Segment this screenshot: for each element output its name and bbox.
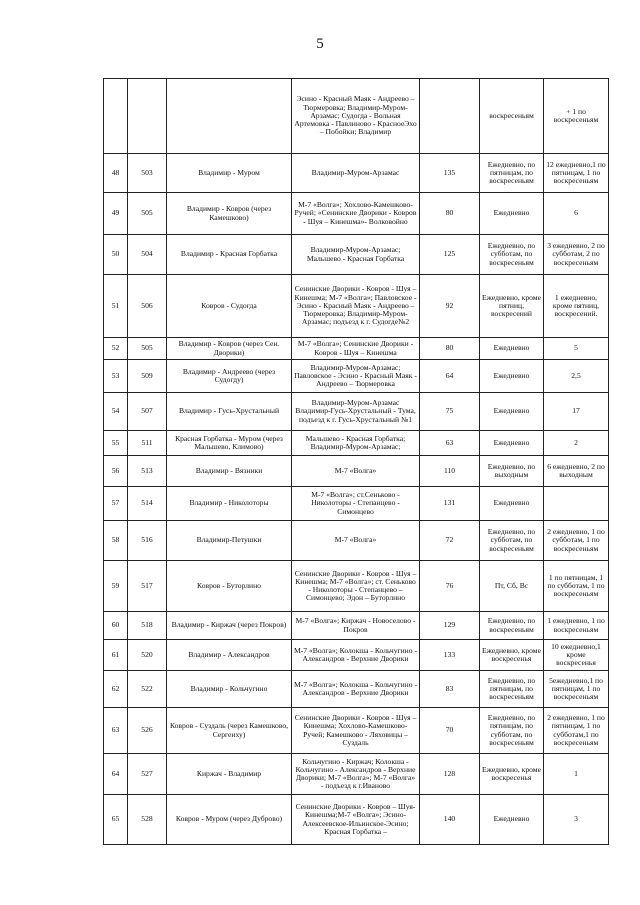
schedule-days-cell: Ежедневно [480,360,544,393]
trips-count-cell: 6 [544,193,609,235]
route-path-cell: М-7 «Волга»; Сенинские Дворики - Ковров - Шуя – Кинешма [292,338,420,360]
route-length-cell: 70 [420,708,480,754]
table-row [104,338,609,360]
route-number-cell: 503 [128,154,167,193]
table-row [104,235,609,275]
route-number-cell: 522 [128,671,167,708]
routes-table-body [104,79,609,845]
trips-count-cell: 2 [544,431,609,456]
trips-count-cell: 2,5 [544,360,609,393]
table-row [104,795,609,845]
route-name-cell: Владимир - Андреево (через Судогду) [167,360,292,393]
route-path-cell: Сенинские Дворики - Ковров – Шуя-Кинешма;М-7 «Волга»; Эсино-Алексеевское-Ильинское-Эсино; Красная Горбатка – [292,795,420,845]
row-number-cell: 64 [104,754,128,795]
route-path-cell: Владимир-Муром-Арзамас; Павловское - Эсино - Красный Маяк - Андреево – Тюрмеровка [292,360,420,393]
route-name-cell: Ковров - Буторлино [167,561,292,612]
route-length-cell: 92 [420,275,480,338]
route-path-cell: Владимир-Муром-Арзамас; Мальшево - Красная Горбатка [292,235,420,275]
table-row [104,754,609,795]
route-name-cell [167,79,292,154]
route-length-cell: 140 [420,795,480,845]
route-path-cell: Кольчугино - Киржач; Колокша - Кольчугино - Александров - Верхние Дворики; М-7 «Волга»; М-7 «Волга» - подъезд к г.Иваново [292,754,420,795]
route-length-cell [420,79,480,154]
trips-count-cell: 3 [544,795,609,845]
table-row [104,393,609,431]
route-length-cell: 64 [420,360,480,393]
row-number-cell: 58 [104,521,128,561]
trips-count-cell: 5 [544,338,609,360]
route-path-cell: Сенинские Дворики - Ковров - Шуя – Кинешма; М-7 «Волга»; ст. Сеньково - Николоторы - Степанцево –Симонцево; Эдон – Буторлино [292,561,420,612]
route-number-cell: 526 [128,708,167,754]
route-path-cell: М-7 «Волга»; Колокша - Кольчугино - Александров - Верхние Дворики [292,671,420,708]
route-name-cell: Ковров - Судогда [167,275,292,338]
trips-count-cell: 1 по пятницам, 1 по субботам, 1 по воскресеньям [544,561,609,612]
table-row [104,193,609,235]
row-number-cell: 61 [104,640,128,671]
route-path-cell: Сенинские Дворики - Ковров - Шуя – Кинешма; М-7 «Волга»; Павловское - Эсино - Красный Маяк - Андреево – Тюрмеровка; Владимир-Муром-Арзамас; подъезд к г. Судогде№2 [292,275,420,338]
table-row [104,154,609,193]
route-path-cell: М-7 «Волга»; Колокша - Кольчугино - Александров - Верхние Дворики [292,640,420,671]
schedule-days-cell: Ежедневно, по воскресеньям [480,612,544,640]
trips-count-cell: 2 ежедневно, 1 по пятницам, 1 по субботам,1 по воскресеньям [544,708,609,754]
route-number-cell: 511 [128,431,167,456]
route-length-cell: 129 [420,612,480,640]
route-number-cell: 517 [128,561,167,612]
schedule-days-cell: Ежедневно, кроме воскресенья [480,640,544,671]
route-number-cell: 505 [128,338,167,360]
schedule-days-cell: Ежедневно, по субботам, по воскресеньям [480,521,544,561]
trips-count-cell: 2 ежедневно, 1 по субботам, 1 по воскресеньям [544,521,609,561]
route-name-cell: Владимир - Гусь-Хрустальный [167,393,292,431]
row-number-cell: 53 [104,360,128,393]
route-number-cell: 528 [128,795,167,845]
route-number-cell: 520 [128,640,167,671]
route-path-cell: М-7 «Волга»; Киржач - Новоселово - Покров [292,612,420,640]
row-number-cell: 59 [104,561,128,612]
route-name-cell: Владимир - Кольчугино [167,671,292,708]
schedule-days-cell: Ежедневно [480,193,544,235]
table-row [104,640,609,671]
trips-count-cell: 12 ежедневно,1 по пятницам, 1 по воскресеньям [544,154,609,193]
route-length-cell: 83 [420,671,480,708]
route-name-cell: Владимир - Александров [167,640,292,671]
route-number-cell: 506 [128,275,167,338]
route-name-cell: Владимир - Киржач (через Покров) [167,612,292,640]
schedule-days-cell: Ежедневно [480,338,544,360]
table-row [104,487,609,521]
row-number-cell: 49 [104,193,128,235]
schedule-days-cell: Ежедневно, по выходным [480,456,544,487]
trips-count-cell [544,487,609,521]
table-row [104,612,609,640]
route-path-cell: Сенинские Дворики - Ковров - Шуя – Кинешма; Хохлово-Камешково-Ручей; Камешково - Ляховицы – Суздаль [292,708,420,754]
trips-count-cell: 1 [544,754,609,795]
route-path-cell: Владимир-Муром-Арзамас [292,154,420,193]
table-row [104,671,609,708]
schedule-days-cell: Ежедневно [480,393,544,431]
schedule-days-cell: Ежедневно, кроме пятниц, воскресений [480,275,544,338]
route-number-cell: 507 [128,393,167,431]
page-number: 5 [316,36,324,52]
route-path-cell: Эсино - Красный Маяк - Андреево – Тюрмеровка; Владимир-Муром-Арзамас; Судогда - Вольная Артемовка - Павлиново - КрасноеЭхо – Побойки; Владимир [292,79,420,154]
route-length-cell: 76 [420,561,480,612]
route-number-cell: 513 [128,456,167,487]
route-length-cell: 63 [420,431,480,456]
route-name-cell: Киржач - Владимир [167,754,292,795]
route-length-cell: 128 [420,754,480,795]
route-number-cell: 514 [128,487,167,521]
route-path-cell: М-7 «Волга»; Хохлово-Камешково-Ручей; «Сенинские Дворики - Ковров - Шуя – Кинешма»- Волковойно [292,193,420,235]
route-length-cell: 125 [420,235,480,275]
route-name-cell: Владимир - Ковров (через Сен. Дворики) [167,338,292,360]
row-number-cell: 63 [104,708,128,754]
trips-count-cell: 10 ежедневно,1 кроме воскресенья [544,640,609,671]
route-number-cell: 518 [128,612,167,640]
route-name-cell: Ковров - Муром (через Дуброво) [167,795,292,845]
row-number-cell: 51 [104,275,128,338]
route-number-cell: 505 [128,193,167,235]
route-name-cell: Владимир - Николоторы [167,487,292,521]
route-length-cell: 75 [420,393,480,431]
table-row [104,79,609,154]
row-number-cell: 54 [104,393,128,431]
route-number-cell: 516 [128,521,167,561]
route-number-cell: 509 [128,360,167,393]
route-name-cell: Владимир - Вязники [167,456,292,487]
schedule-days-cell: воскресеньям [480,79,544,154]
route-name-cell: Владимир - Муром [167,154,292,193]
route-length-cell: 131 [420,487,480,521]
route-length-cell: 135 [420,154,480,193]
row-number-cell: 52 [104,338,128,360]
schedule-days-cell: Ежедневно, по субботам, по воскресеньям [480,235,544,275]
route-length-cell: 80 [420,193,480,235]
schedule-days-cell: Ежедневно [480,795,544,845]
route-path-cell: М-7 «Волга»; ст.Сеньково - Николоторы - Степанцево - Симонцево [292,487,420,521]
row-number-cell: 60 [104,612,128,640]
route-path-cell: Владимир-Муром-Арзамас Владимир-Гусь-Хрустальный - Тума, подъезд к г. Гусь-Хрустальный №1 [292,393,420,431]
table-row [104,360,609,393]
schedule-days-cell: Пт, Сб, Вс [480,561,544,612]
row-number-cell: 55 [104,431,128,456]
row-number-cell: 50 [104,235,128,275]
schedule-days-cell: Ежедневно [480,487,544,521]
route-length-cell: 72 [420,521,480,561]
route-name-cell: Владимир - Красная Горбатка [167,235,292,275]
schedule-days-cell: Ежедневно, по пятницам, по воскресеньям [480,154,544,193]
route-path-cell: М-7 «Волга» [292,521,420,561]
route-name-cell: Владимир - Ковров (через Камешково) [167,193,292,235]
route-name-cell: Владимир-Петушки [167,521,292,561]
schedule-days-cell: Ежедневно, по пятницам, по воскресеньям [480,671,544,708]
trips-count-cell: 3 ежедневно, 2 по субботам, 2 по воскресеньям [544,235,609,275]
route-length-cell: 80 [420,338,480,360]
table-row [104,561,609,612]
row-number-cell: 57 [104,487,128,521]
route-path-cell: Мальшево - Красная Горбатка; Владимир-Муром-Арзамас; [292,431,420,456]
schedule-days-cell: Ежедневно, кроме воскресенья [480,754,544,795]
route-number-cell: 504 [128,235,167,275]
route-number-cell [128,79,167,154]
row-number-cell [104,79,128,154]
trips-count-cell: + 1 по воскресеньям [544,79,609,154]
routes-table [103,78,609,845]
trips-count-cell: 5ежедневно,1 по пятницам, 1 по воскресеньям [544,671,609,708]
route-path-cell: М-7 «Волга» [292,456,420,487]
schedule-days-cell: Ежедневно [480,431,544,456]
trips-count-cell: 1 ежедневно, кроме пятниц, воскресений. [544,275,609,338]
row-number-cell: 62 [104,671,128,708]
route-length-cell: 110 [420,456,480,487]
route-number-cell: 527 [128,754,167,795]
route-name-cell: Ковров - Суздаль (через Камешково, Сергеиху) [167,708,292,754]
row-number-cell: 48 [104,154,128,193]
schedule-days-cell: Ежедневно, по пятницам, по субботам, по воскресеньям [480,708,544,754]
row-number-cell: 65 [104,795,128,845]
table-row [104,431,609,456]
table-row [104,275,609,338]
table-row [104,708,609,754]
route-name-cell: Красная Горбатка - Муром (через Мальшево, Климово) [167,431,292,456]
trips-count-cell: 17 [544,393,609,431]
table-row [104,456,609,487]
row-number-cell: 56 [104,456,128,487]
route-length-cell: 133 [420,640,480,671]
table-row [104,521,609,561]
trips-count-cell: 1 ежедневно, 1 по воскресеньям [544,612,609,640]
trips-count-cell: 6 ежедневно, 2 по выходным [544,456,609,487]
